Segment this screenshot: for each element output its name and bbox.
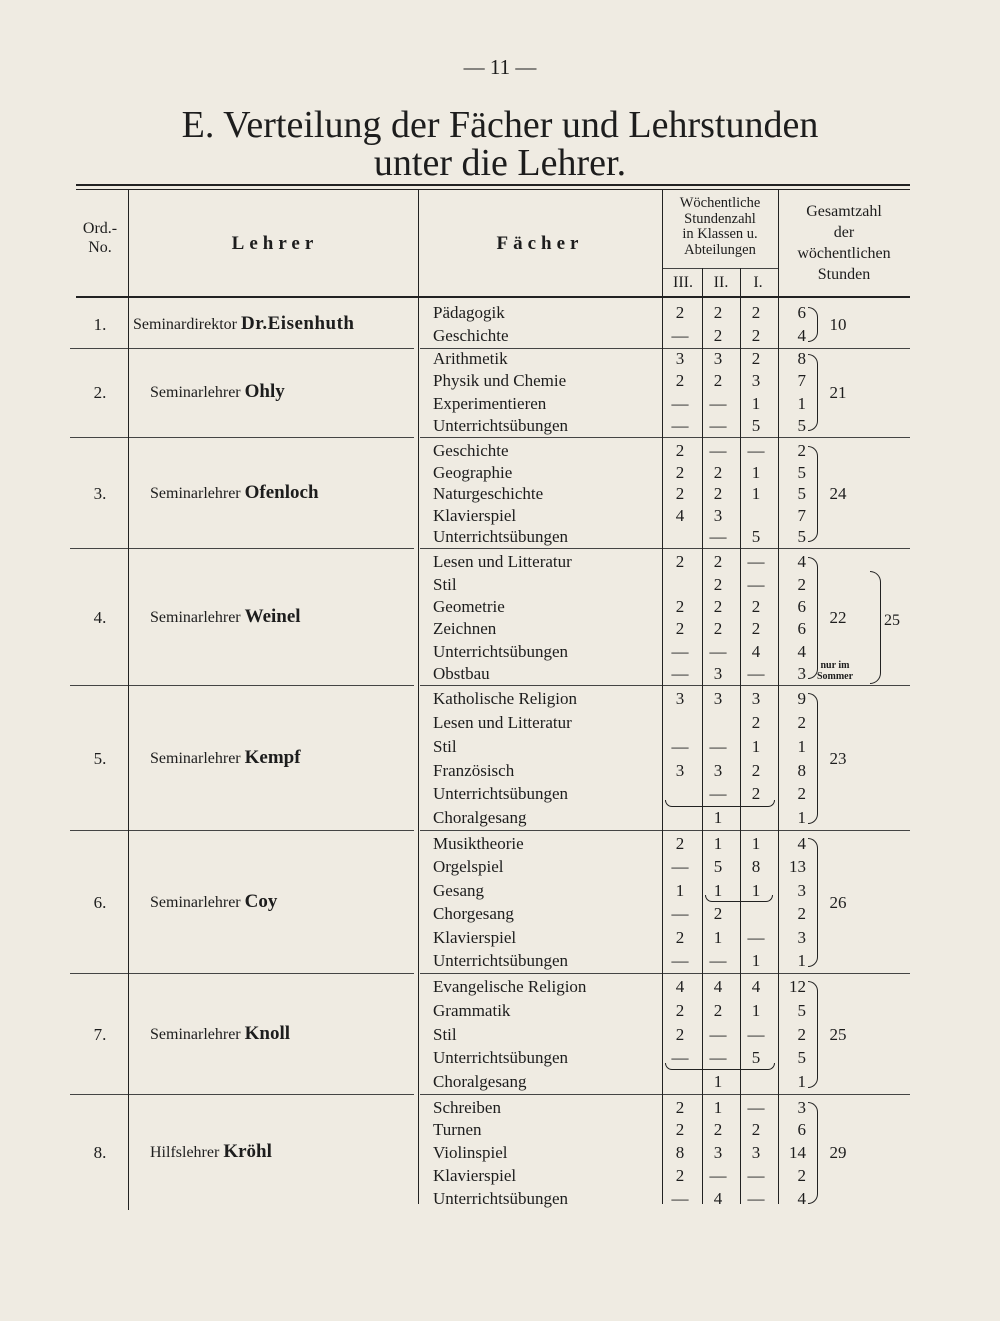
page-title: E. Verteilung der Fächer und Lehrstunden <box>181 104 819 146</box>
column-divider <box>778 190 779 1204</box>
hours-value: 1 <box>751 1000 761 1020</box>
hours-value: — <box>709 440 727 460</box>
subject-name: Französisch <box>433 760 515 780</box>
hours-value: 1 <box>751 833 761 853</box>
hours-value: 2 <box>675 927 685 947</box>
hours-value: 13 <box>789 857 806 877</box>
hours-value: 9 <box>797 689 806 709</box>
hours-value: 3 <box>797 927 806 947</box>
hours-value: 4 <box>751 641 761 661</box>
hours-value: 8 <box>797 760 806 780</box>
subject-name: Pädagogik <box>433 302 505 322</box>
teacher-name: Ohly <box>244 380 285 402</box>
column-divider <box>418 190 419 1204</box>
subject-name: Violinspiel <box>433 1143 508 1163</box>
group-separator <box>420 548 910 549</box>
hours-value: 2 <box>713 619 723 639</box>
hours-value: 2 <box>751 760 761 780</box>
hours-value: 12 <box>789 977 806 996</box>
hours-value: 1 <box>797 393 806 413</box>
hours-value: 6 <box>797 302 806 322</box>
hours-value: 5 <box>797 527 806 547</box>
hours-value: 2 <box>675 484 685 504</box>
teacher-total: 24 <box>829 484 847 503</box>
subject-name: Klavierspiel <box>433 1165 517 1185</box>
teacher-name: Dr.Eisenhuth <box>240 312 355 334</box>
subject-name: Unterrichtsübungen <box>433 784 569 804</box>
teacher-title: Seminarlehrer <box>150 485 241 502</box>
hours-value: 2 <box>751 784 761 804</box>
hours-value: 2 <box>797 440 806 460</box>
hours-value: 1 <box>713 1097 723 1117</box>
hours-value: 2 <box>675 1165 685 1185</box>
hours-value: 5 <box>751 527 761 547</box>
ord-number: 1. <box>93 314 107 334</box>
hours-value: — <box>671 1048 689 1068</box>
teacher-cell <box>150 747 301 770</box>
hours-value: 1 <box>751 736 761 756</box>
hours-value: 5 <box>751 1048 761 1068</box>
teacher-title: Seminarlehrer <box>150 893 241 911</box>
hours-value: 3 <box>675 349 685 369</box>
ord-number: 5. <box>93 748 107 768</box>
subject-name: Arithmetik <box>433 349 508 369</box>
teacher-total: 26 <box>829 892 847 912</box>
hours-value: 2 <box>751 349 761 369</box>
hours-value: 2 <box>713 371 723 391</box>
subject-name: Klavierspiel <box>433 927 517 947</box>
hours-value: — <box>747 440 765 460</box>
teacher-title: Seminarlehrer <box>150 749 241 767</box>
subject-name: Geometrie <box>433 596 505 616</box>
hours-value: 2 <box>675 1097 685 1117</box>
subject-name: Unterrichtsübungen <box>433 527 569 547</box>
hours-value: 2 <box>675 833 685 853</box>
hours-value: 5 <box>797 462 806 482</box>
teacher-cell <box>150 891 277 914</box>
teacher-title: Seminarlehrer <box>150 383 241 401</box>
teacher-cell <box>150 606 301 629</box>
grand-total-brace <box>870 571 881 684</box>
teacher-title: Hilfslehrer <box>150 1144 220 1161</box>
teacher-name: Weinel <box>244 606 301 627</box>
hours-value: 14 <box>789 1143 806 1163</box>
subject-name: Unterrichtsübungen <box>433 951 569 971</box>
group-separator <box>70 437 414 438</box>
teacher-total: 10 <box>829 314 847 334</box>
column-divider <box>128 190 129 1210</box>
hours-value: — <box>671 326 689 346</box>
subject-name: Zeichnen <box>433 619 497 639</box>
hours-value: 1 <box>713 808 723 828</box>
hours-value: 1 <box>797 951 806 971</box>
hours-value: — <box>671 736 689 756</box>
subject-name: Stil <box>433 1024 457 1044</box>
hours-value: 2 <box>675 440 685 460</box>
page-number: — 11 — <box>463 55 537 79</box>
subject-name: Choralgesang <box>433 808 527 828</box>
hours-value: — <box>709 415 727 435</box>
hours-value: — <box>709 951 727 971</box>
hours-value: 2 <box>713 1000 723 1020</box>
hours-value: — <box>747 1097 765 1117</box>
hours-value: 5 <box>751 415 761 435</box>
subject-name: Stil <box>433 736 457 756</box>
group-separator <box>70 685 414 686</box>
hours-value: — <box>671 641 689 661</box>
hours-value: 5 <box>797 415 806 435</box>
group-separator <box>420 973 910 974</box>
ord-number: 8. <box>93 1143 107 1162</box>
teacher-total: 25 <box>829 1024 847 1044</box>
hours-value: 1 <box>751 393 761 413</box>
hours-value: 3 <box>713 505 723 525</box>
hours-value: 3 <box>713 663 723 683</box>
subject-name: Geographie <box>433 462 513 482</box>
header-faecher: Fächer <box>496 233 584 254</box>
hours-value: 1 <box>675 880 685 900</box>
hours-value: 2 <box>713 552 723 572</box>
page-subtitle: unter die Lehrer. <box>373 142 627 184</box>
hours-value: — <box>709 1024 727 1044</box>
group-separator <box>420 830 910 831</box>
hours-value: 2 <box>713 484 723 504</box>
hours-value: 2 <box>751 596 761 616</box>
hours-value: 2 <box>797 1024 806 1044</box>
header-col-i: I. <box>753 274 763 291</box>
hours-value: 1 <box>751 951 761 971</box>
shared-lesson-brace <box>665 800 775 807</box>
subject-name: Lesen und Litteratur <box>433 712 572 732</box>
hours-value: — <box>747 552 765 572</box>
hours-value: 3 <box>675 689 685 709</box>
hours-value: 2 <box>797 904 806 924</box>
hours-value: 2 <box>713 326 723 346</box>
subject-name: Orgelspiel <box>433 857 504 877</box>
header-total: Gesamtzahl der wöchentlichen Stunden <box>797 203 891 283</box>
subject-name: Grammatik <box>433 1000 511 1020</box>
grand-total: 25 <box>884 612 900 629</box>
hours-value: 4 <box>797 552 806 572</box>
hours-value: 4 <box>751 977 761 996</box>
subject-name: Schreiben <box>433 1097 501 1117</box>
hours-value: 2 <box>675 1024 685 1044</box>
hours-value: 1 <box>797 736 806 756</box>
hours-value: — <box>709 641 727 661</box>
hours-value: 3 <box>713 689 723 709</box>
hours-value: 2 <box>675 462 685 482</box>
hours-value: — <box>671 904 689 924</box>
hours-value: 2 <box>751 712 761 732</box>
hours-value: 3 <box>713 760 723 780</box>
subject-name: Stil <box>433 574 457 594</box>
teacher-cell <box>150 1141 272 1164</box>
header-ord: Ord.- No. <box>82 220 118 256</box>
hours-value: 2 <box>797 712 806 732</box>
ord-number: 3. <box>93 484 107 503</box>
hours-value: 2 <box>713 462 723 482</box>
hours-value: 3 <box>797 1097 806 1117</box>
hours-value: 2 <box>675 596 685 616</box>
subject-name: Klavierspiel <box>433 505 517 525</box>
teacher-total: 21 <box>829 382 847 402</box>
hours-value: 5 <box>797 1000 806 1020</box>
teacher-name: Coy <box>244 890 278 912</box>
hours-value: 4 <box>797 641 806 661</box>
hours-value: 2 <box>675 371 685 391</box>
header-weekly: Wöchentliche Stundenzahl in Klassen u. Abteilungen <box>679 195 761 258</box>
hours-value: — <box>671 1188 689 1208</box>
hours-value: 2 <box>713 574 723 594</box>
subject-name: Naturgeschichte <box>433 484 544 504</box>
hours-value: 4 <box>797 326 806 346</box>
hours-value: 4 <box>713 1188 723 1208</box>
subject-name: Chorgesang <box>433 904 514 924</box>
hours-value: — <box>747 663 765 683</box>
teacher-name: Kempf <box>244 746 301 768</box>
hours-value: 3 <box>675 760 685 780</box>
hours-value: 2 <box>713 1120 723 1140</box>
group-separator <box>70 548 414 549</box>
group-separator <box>420 437 910 438</box>
hours-value: 8 <box>675 1143 685 1163</box>
hours-value: — <box>671 663 689 683</box>
hours-value: 1 <box>751 880 761 900</box>
hours-value: 7 <box>797 505 806 525</box>
teacher-name: Knoll <box>244 1022 291 1044</box>
hours-value: — <box>747 1024 765 1044</box>
hours-value: 2 <box>713 596 723 616</box>
subject-name: Musiktheorie <box>433 833 524 853</box>
hours-value: 2 <box>797 574 806 594</box>
teacher-cell <box>133 313 355 336</box>
hours-value: 3 <box>797 880 806 900</box>
subject-name: Unterrichtsübungen <box>433 641 569 661</box>
subject-name: Unterrichtsübungen <box>433 1048 569 1068</box>
header-bottom-rule <box>76 296 910 298</box>
hours-value: 2 <box>751 1120 761 1140</box>
hours-value: — <box>709 1048 727 1068</box>
header-col-ii: II. <box>713 274 729 291</box>
hours-value: 6 <box>797 1120 806 1140</box>
top-rule <box>76 184 910 186</box>
hours-value: 4 <box>675 505 685 525</box>
teacher-title: Seminarlehrer <box>150 609 241 626</box>
hours-value: 1 <box>751 462 761 482</box>
column-divider <box>662 190 663 1204</box>
hours-value: — <box>709 736 727 756</box>
group-separator <box>70 1094 414 1095</box>
ord-number: 7. <box>93 1024 107 1044</box>
hours-value: 5 <box>797 1048 806 1068</box>
hours-value: 2 <box>675 1000 685 1020</box>
header-lehrer: Lehrer <box>231 233 319 254</box>
subject-name: Geschichte <box>433 326 509 346</box>
hours-value: 1 <box>713 927 723 947</box>
subject-name: Obstbau <box>433 663 490 683</box>
hours-value: 1 <box>713 880 723 900</box>
hours-value: 3 <box>797 663 806 683</box>
ord-number: 4. <box>93 608 107 627</box>
teacher-total: 29 <box>829 1143 847 1162</box>
hours-value: — <box>747 1188 765 1208</box>
hours-value: 1 <box>751 484 761 504</box>
teacher-cell <box>150 1023 290 1046</box>
hours-value: — <box>709 784 727 804</box>
teacher-total: 23 <box>829 748 847 768</box>
hours-value: 2 <box>751 302 761 322</box>
teacher-cell <box>150 482 319 505</box>
hours-value: 4 <box>713 977 723 996</box>
hours-value: 3 <box>751 371 761 391</box>
hours-value: — <box>709 527 727 547</box>
group-separator <box>420 685 910 686</box>
teacher-title: Seminardirektor <box>133 315 237 333</box>
teacher-total: 22 <box>829 608 847 627</box>
hours-value: — <box>671 393 689 413</box>
hours-value: 3 <box>713 1143 723 1163</box>
subject-name: Lesen und Litteratur <box>433 552 572 572</box>
subject-name: Turnen <box>433 1120 482 1140</box>
subject-name: Evangelische Religion <box>433 977 587 996</box>
top-rule-thin <box>76 189 910 190</box>
hours-value: 4 <box>797 833 806 853</box>
hours-value: 1 <box>797 808 806 828</box>
subject-name: Experimentieren <box>433 393 547 413</box>
hours-value: 2 <box>675 302 685 322</box>
hours-value: 3 <box>751 1143 761 1163</box>
hours-value: — <box>671 857 689 877</box>
hours-value: 1 <box>713 833 723 853</box>
group-separator <box>70 973 414 974</box>
teacher-name: Kröhl <box>223 1141 272 1162</box>
hours-value: — <box>709 393 727 413</box>
hours-value: 5 <box>797 484 806 504</box>
hours-value: 4 <box>675 977 685 996</box>
hours-value: 7 <box>797 371 806 391</box>
hours-value: 2 <box>675 552 685 572</box>
hours-value: 2 <box>797 784 806 804</box>
shared-lesson-brace <box>705 895 773 902</box>
hours-value: 6 <box>797 596 806 616</box>
hours-value: — <box>709 1165 727 1185</box>
subject-name: Gesang <box>433 880 484 900</box>
hours-value: 2 <box>713 302 723 322</box>
group-separator <box>70 348 414 349</box>
hours-value: — <box>747 1165 765 1185</box>
subject-name: Katholische Religion <box>433 689 578 709</box>
ord-number: 6. <box>93 892 107 912</box>
header-col-iii: III. <box>673 274 693 291</box>
hours-value: — <box>671 415 689 435</box>
teacher-cell <box>150 381 285 404</box>
subject-name: Physik und Chemie <box>433 371 567 391</box>
hours-value: 1 <box>713 1072 723 1092</box>
hours-value: — <box>747 927 765 947</box>
hours-value: 2 <box>797 1165 806 1185</box>
hours-value: 6 <box>797 619 806 639</box>
hours-value: 2 <box>751 619 761 639</box>
hours-value: 2 <box>675 619 685 639</box>
group-separator <box>70 830 414 831</box>
header-subrule <box>662 268 778 269</box>
group-separator <box>420 1094 910 1095</box>
hours-value: 8 <box>797 349 806 369</box>
subject-name: Choralgesang <box>433 1072 527 1092</box>
hours-value: 3 <box>713 349 723 369</box>
teacher-name: Ofenloch <box>244 482 319 503</box>
hours-value: 1 <box>797 1072 806 1092</box>
hours-value: 2 <box>713 904 723 924</box>
subject-name: Unterrichtsübungen <box>433 1188 569 1208</box>
subject-name: Unterrichtsübungen <box>433 415 569 435</box>
hours-value: 8 <box>751 857 761 877</box>
hours-value: — <box>671 951 689 971</box>
hours-value: 5 <box>713 857 723 877</box>
hours-value: 2 <box>751 326 761 346</box>
hours-value: 4 <box>797 1188 806 1208</box>
hours-value: 3 <box>751 689 761 709</box>
hours-value: 2 <box>675 1120 685 1140</box>
hours-value: — <box>747 574 765 594</box>
summer-note: nur im Sommer <box>816 660 854 682</box>
subject-name: Geschichte <box>433 440 509 460</box>
teacher-title: Seminarlehrer <box>150 1025 241 1043</box>
ord-number: 2. <box>93 382 107 402</box>
shared-lesson-brace <box>665 1063 775 1070</box>
